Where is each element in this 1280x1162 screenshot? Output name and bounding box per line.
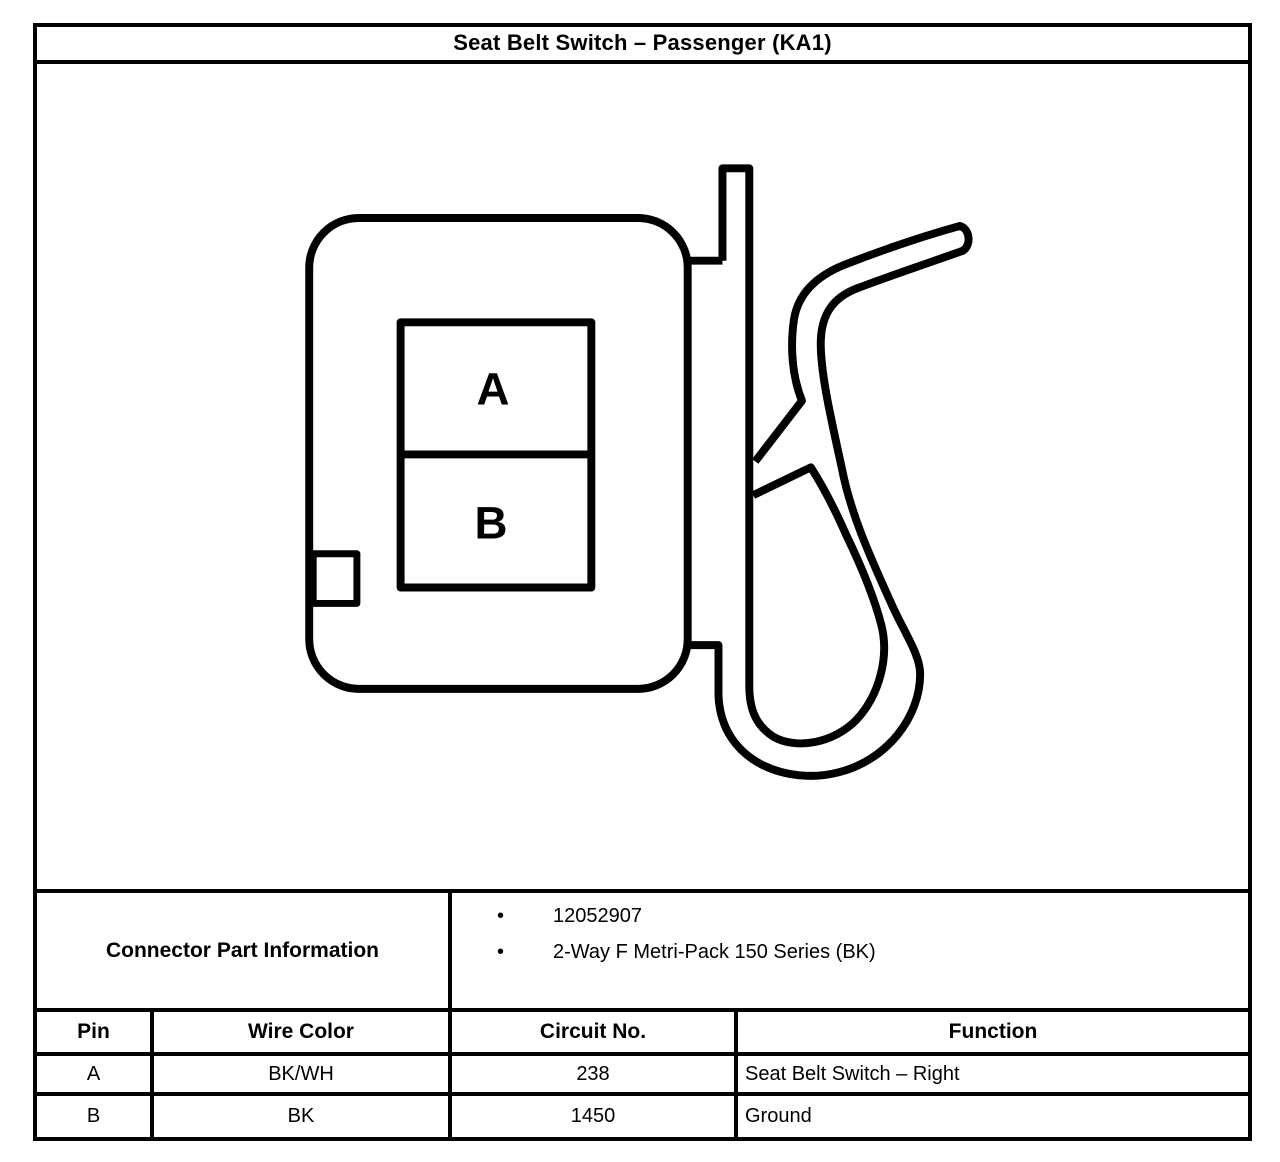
- connector-part-info-label-cell: [37, 893, 452, 1008]
- function-value: Seat Belt Switch – Right: [745, 1062, 960, 1085]
- table-row-pin-b: [37, 1096, 1248, 1137]
- circuit-no-value: 238: [452, 1056, 738, 1093]
- connector-part-number: 12052907: [553, 905, 642, 928]
- list-item: [452, 899, 1248, 935]
- wire-color-value: BK: [154, 1096, 452, 1137]
- bullet-icon: •: [497, 905, 505, 928]
- wire-color-value: BK/WH: [154, 1056, 452, 1093]
- lock-strip-and-loop-inner: [722, 168, 884, 743]
- pin-value: B: [37, 1096, 154, 1137]
- pin-table-header-row: [37, 1012, 1248, 1056]
- header-wire-color: Wire Color: [154, 1012, 452, 1052]
- bullet-icon: •: [497, 941, 505, 964]
- header-function: Function: [948, 1019, 1038, 1043]
- page-title: Seat Belt Switch – Passenger (KA1): [453, 30, 832, 56]
- connector-part-info-values-cell: [452, 893, 1248, 1008]
- connector-info-table: [33, 23, 1252, 1141]
- title-bar: [37, 27, 1248, 64]
- list-item: [452, 935, 1248, 971]
- pin-b-label: B: [474, 497, 508, 549]
- connector-diagram: [37, 64, 1248, 890]
- table-row-pin-a: [37, 1056, 1248, 1097]
- index-tab: [313, 553, 357, 603]
- pin-value: A: [37, 1056, 154, 1093]
- connector-part-info-label: Connector Part Information: [105, 938, 379, 962]
- pin-a-label: A: [476, 363, 510, 415]
- connector-part-info-row: [37, 893, 1248, 1012]
- header-circuit-no: Circuit No.: [452, 1012, 738, 1052]
- circuit-no-value: 1450: [452, 1096, 738, 1137]
- header-pin: Pin: [37, 1012, 154, 1052]
- function-value: Ground: [745, 1105, 812, 1128]
- diagram-cell: [37, 64, 1248, 894]
- connector-series-description: 2-Way F Metri-Pack 150 Series (BK): [553, 941, 876, 964]
